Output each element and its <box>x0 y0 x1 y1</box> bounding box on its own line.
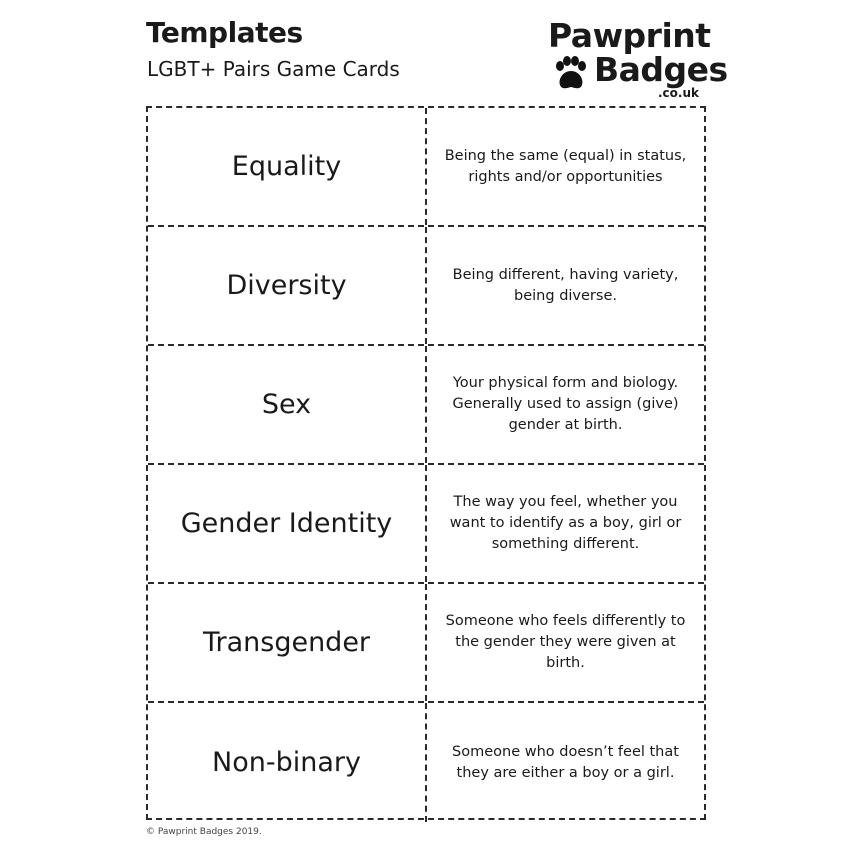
card-term: Diversity <box>148 227 427 344</box>
card-definition: Someone who feels differently to the gender they were given at birth. <box>445 613 686 671</box>
card-term: Sex <box>148 346 427 463</box>
page-title: Templates <box>146 16 303 49</box>
page-subtitle: LGBT+ Pairs Game Cards <box>147 57 400 81</box>
card-row <box>148 465 704 584</box>
card-definition: Your physical form and biology. Generally used to assign (give) gender at birth. <box>452 375 679 433</box>
card-definition: Being the same (equal) in status, rights and/or opportunities <box>444 147 687 185</box>
pawprint-badges-logo <box>540 16 728 100</box>
card-definition: The way you feel, whether you want to identify as a boy, girl or something different. <box>449 494 682 552</box>
paw-print-icon <box>552 56 588 92</box>
cards-grid <box>146 106 706 820</box>
logo-domain: .co.uk <box>658 86 699 100</box>
card-row <box>148 227 704 346</box>
copyright-notice: © Pawprint Badges 2019. <box>146 827 262 837</box>
card-row <box>148 346 704 465</box>
card-term: Non-binary <box>148 703 427 822</box>
logo-line2: Badges <box>594 50 728 89</box>
card-row <box>148 108 704 227</box>
card-definition: Being different, having variety, being diverse. <box>452 266 679 304</box>
card-definition: Someone who doesn’t feel that they are either a boy or a girl. <box>452 743 679 781</box>
logo-line1: Pawprint <box>548 16 711 55</box>
card-term: Transgender <box>148 584 427 701</box>
card-term: Equality <box>148 108 427 225</box>
card-row <box>148 584 704 703</box>
card-row <box>148 703 704 822</box>
card-term: Gender Identity <box>148 465 427 582</box>
